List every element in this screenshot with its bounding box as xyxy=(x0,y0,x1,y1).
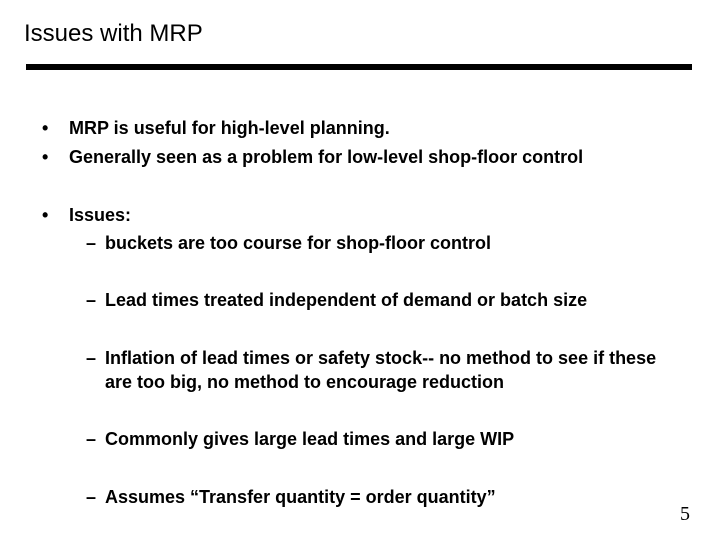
dash-glyph: – xyxy=(86,290,97,310)
page-number: 5 xyxy=(680,503,690,525)
dash-glyph: – xyxy=(86,233,97,253)
bullet-text: Generally seen as a problem for low-level shop-floor control xyxy=(69,147,584,167)
sub-bullet-text: Lead times treated independent of demand or batch size xyxy=(105,290,588,310)
sub-bullet-text: Commonly gives large lead times and large WIP xyxy=(105,429,515,449)
bullet-item xyxy=(0,203,131,227)
bullet-glyph: • xyxy=(42,205,49,225)
bullet-text: Issues: xyxy=(69,205,132,225)
sub-bullet-text: Inflation of lead times or safety stock-- no method to see if these are too big, no method to encourage reduction xyxy=(105,348,657,392)
sub-bullet-text: Assumes “Transfer quantity = order quantity” xyxy=(105,487,496,507)
sub-bullet-item xyxy=(86,346,665,394)
sub-bullet-item xyxy=(86,231,665,255)
sub-bullet-item xyxy=(86,427,665,451)
bullet-glyph: • xyxy=(42,147,49,167)
slide-title: Issues with MRP xyxy=(24,20,203,47)
bullet-item xyxy=(0,116,390,140)
bullet-text: MRP is useful for high-level planning. xyxy=(69,118,390,138)
sub-bullet-item xyxy=(86,288,665,312)
dash-glyph: – xyxy=(86,487,97,507)
sub-bullet-item xyxy=(86,485,665,509)
bullet-glyph: • xyxy=(42,118,49,138)
sub-bullet-text: buckets are too course for shop-floor control xyxy=(105,233,492,253)
title-rule xyxy=(26,64,692,70)
dash-glyph: – xyxy=(86,429,97,449)
dash-glyph: – xyxy=(86,348,97,368)
bullet-item xyxy=(0,145,583,169)
